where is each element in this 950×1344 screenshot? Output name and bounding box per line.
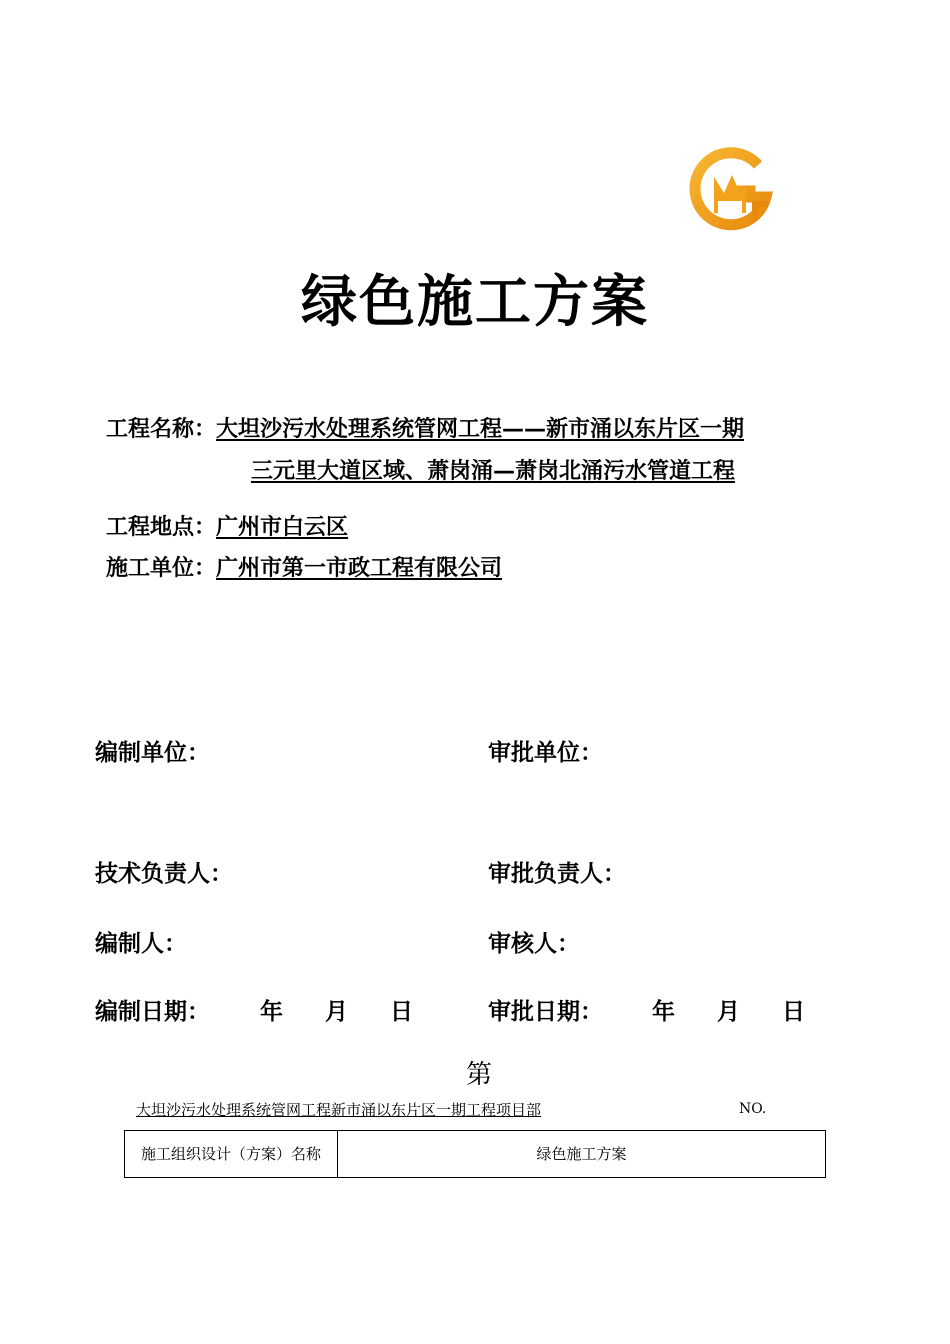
compiler-label: 编制人： — [95, 931, 187, 957]
approve-lead-label: 审批负责人： — [488, 861, 626, 887]
project-name-line — [106, 412, 744, 443]
project-location-line — [106, 510, 348, 541]
design-info-table — [124, 1130, 826, 1178]
compile-unit-label: 编制单位： — [95, 740, 210, 766]
document-title: 绿色施工方案 — [301, 270, 649, 335]
tech-lead-label: 技术负责人： — [95, 861, 233, 887]
project-name-line-2 — [251, 454, 735, 485]
approve-date-day: 日 — [782, 999, 805, 1025]
approve-date-year: 年 — [652, 999, 675, 1025]
contractor-line — [106, 551, 502, 582]
compile-date-label: 编制日期： — [95, 999, 210, 1025]
approve-unit-label: 审批单位： — [488, 740, 603, 766]
project-name-label: 工程名称： — [106, 417, 217, 442]
reviewer-label: 审核人： — [488, 931, 580, 957]
project-location-value: 广州市白云区 — [216, 515, 349, 540]
project-name-value-1: 大坦沙污水处理系统管网工程——新市涌以东片区一期 — [216, 417, 745, 442]
page-heading-fragment: 第 — [466, 1060, 493, 1090]
project-department: 大坦沙污水处理系统管网工程新市涌以东片区一期工程项目部 — [136, 1101, 542, 1119]
contractor-value: 广州市第一市政工程有限公司 — [216, 556, 503, 581]
project-name-value-2: 三元里大道区域、萧岗涌—萧岗北涌污水管道工程 — [251, 459, 736, 484]
document-number-label: NO. — [739, 1101, 767, 1117]
compile-date-month: 月 — [325, 999, 348, 1025]
compile-date-year: 年 — [260, 999, 283, 1025]
approve-date-month: 月 — [717, 999, 740, 1025]
company-logo-icon — [688, 147, 774, 233]
table-value-cell: 绿色施工方案 — [338, 1131, 826, 1178]
table-row — [125, 1131, 826, 1178]
compile-date-day: 日 — [390, 999, 413, 1025]
project-location-label: 工程地点： — [106, 515, 217, 540]
table-key-cell: 施工组织设计（方案）名称 — [125, 1131, 338, 1178]
contractor-label: 施工单位： — [106, 556, 217, 581]
approve-date-label: 审批日期： — [488, 999, 603, 1025]
